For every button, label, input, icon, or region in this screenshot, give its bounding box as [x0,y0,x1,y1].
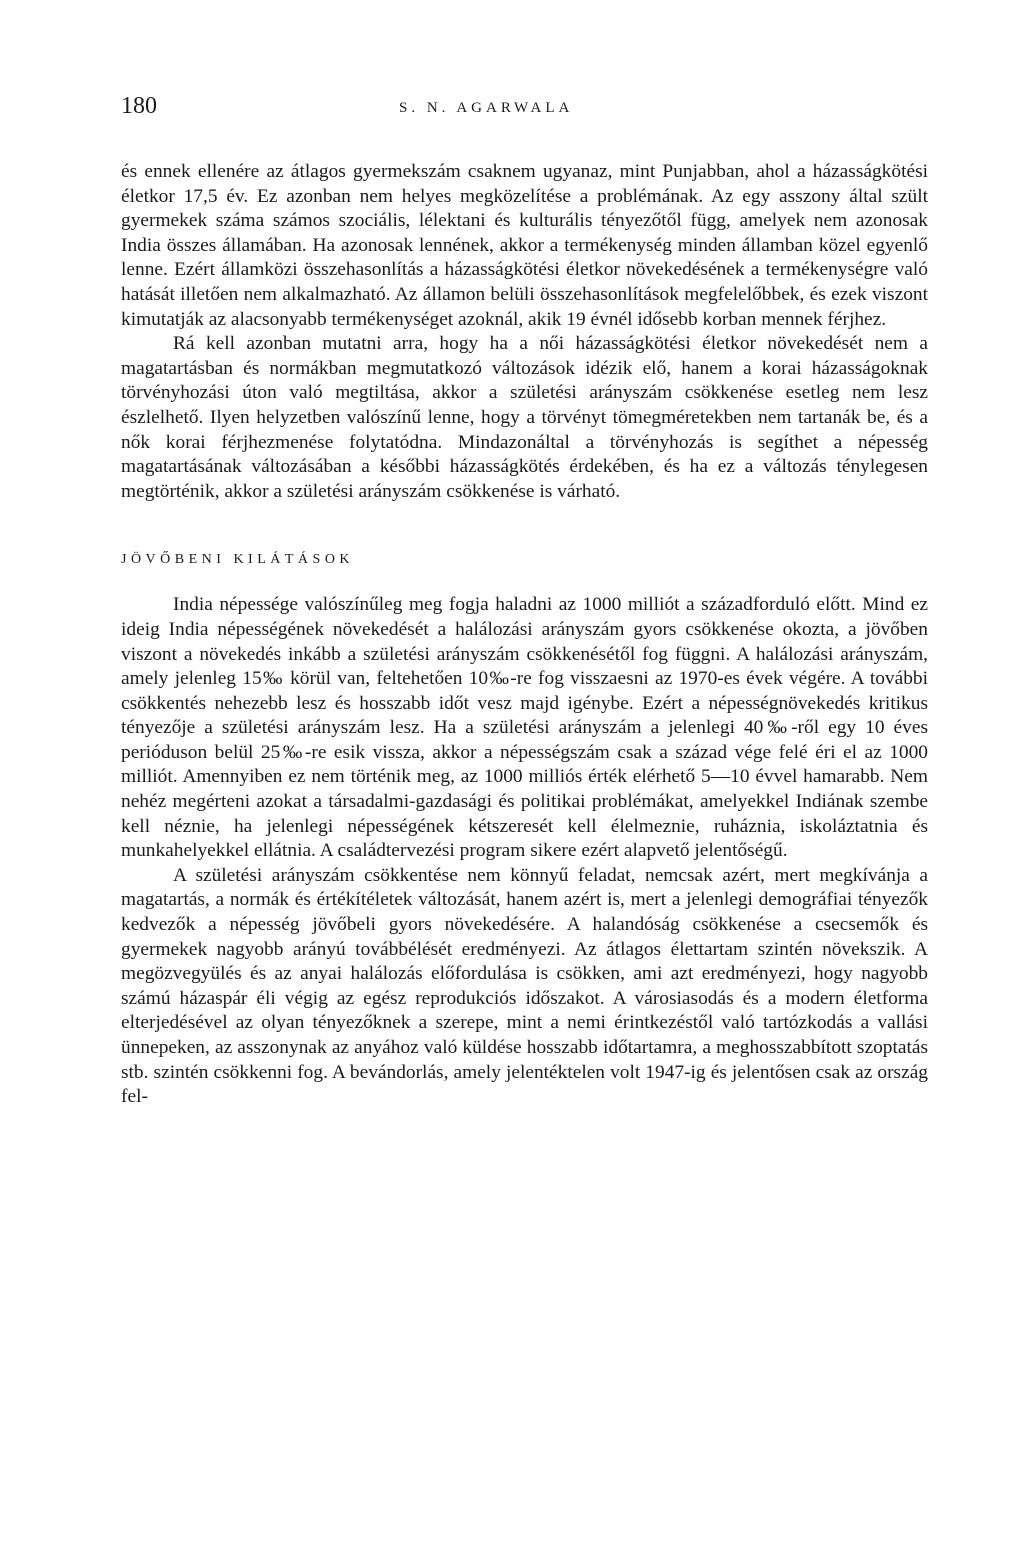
body-paragraph-4: A születési arányszám csökkentése nem könnyű feladat, nemcsak azért, mert megkívánja a magatartás, a normák és értékítéletek változását, hanem azért is, mert a jelenlegi demográfiai tényezők kedvezők a népesség jövőbeli gyors növekedésére. A halandóság csökkenése a csecsemők és gyermekek nagyobb arányú továbbélését eredményezi. Az átlagos élettartam szintén növekszik. A megözvegyülés és az anyai halálozás előfordulása is csökken, ami azt eredményezi, hogy nagyobb számú házaspár éli végig az egész reprodukciós időszakot. A városiasodás és a modern életforma elterjedésével az olyan tényezőknek a szerepe, mint a nemi érintkezéstől való tartózkodás a vallási ünnepeken, az asszonynak az anyához való küldése hosszabb időtartamra, a meghosszabbított szoptatás stb. szintén csökkenni fog. A bevándorlás, amely jelentéktelen volt 1947-ig és jelentősen csak az ország fel- [121,864,928,1108]
running-title: S. N. AGARWALA [399,100,574,116]
section-heading: JÖVŐBENI KILÁTÁSOK [121,552,355,568]
body-paragraph-2: Rá kell azonban mutatni arra, hogy ha a női házasságkötési életkor növekedését nem a magatartásban és normákban megmutatkozó változások idézik elő, hanem a korai házasságoknak törvényhozási úton való megtiltása, akkor a születési arányszám csökkenése esetleg nem lesz észlelhető. Ilyen helyzetben valószínű lenne, hogy a törvényt tömegméretekben nem tartanák be, és a nők korai férjhezmenése folytatódna. Mindazonáltal a törvényhozás is segíthet a népesség magatartásának változásában a későbbi házasságkötés érdekében, és ha ez a változás ténylegesen megtörténik, akkor a születési arányszám csökkenése is várható. [121,333,928,502]
body-paragraph-3: India népessége valószínűleg meg fogja haladni az 1000 milliót a századforduló előtt. Mind ez ideig India népességének növekedését a halálozási arányszám gyors csökkenése okozta, a jövőben viszont a növekedés inkább a születési arányszám csökkenésétől fog függni. A halálozási arányszám, amely jelenleg 15‰ körül van, feltehetően 10‰-re fog visszaesni az 1970-es évek végére. A további csökkentés nehezebb lesz és hosszabb időt vesz majd igénybe. Ezért a népességnövekedés kritikus tényezője a születési arányszám lesz. Ha a születési arányszám a jelenlegi 40‰-ről egy 10 éves perióduson belül 25‰-re esik vissza, akkor a népességszám csak a század vége felé éri el az 1000 milliót. Amennyiben ez nem történik meg, az 1000 milliós érték elérhető 5—10 évvel hamarabb. Nem nehéz megérteni azokat a társadalmi-gazdasági és politikai problémákat, amelyekkel Indiának szembe kell néznie, ha jelenlegi népességének kétszeresét kell élelmeznie, ruháznia, iskoláztatnia és munkahelyekkel ellátnia. A családtervezési program sikere ezért alapvető jelentőségű. [121,594,928,862]
page-number: 180 [121,93,157,119]
body-paragraph-1: és ennek ellenére az átlagos gyermekszám csaknem ugyanaz, mint Punjabban, ahol a házasságkötési életkor 17,5 év. Ez azonban nem helyes megközelítése a problémának. Az egy asszony által szült gyermekek száma számos szociális, lélektani és kulturális tényezőtől függ, amelyek nem azonosak India összes államában. Ha azonosak lennének, akkor a termékenység minden államban közel egyenlő lenne. Ezért államközi összehasonlítás a házasságkötési életkor növekedésének a termékenységre való hatását illetően nem alkalmazható. Az államon belüli összehasonlítások megfelelőbbek, és ezek viszont kimutatják az alacsonyabb termékenységet azoknál, akik 19 évnél idősebb korban mennek férjhez. [121,161,928,330]
running-head [121,90,928,130]
